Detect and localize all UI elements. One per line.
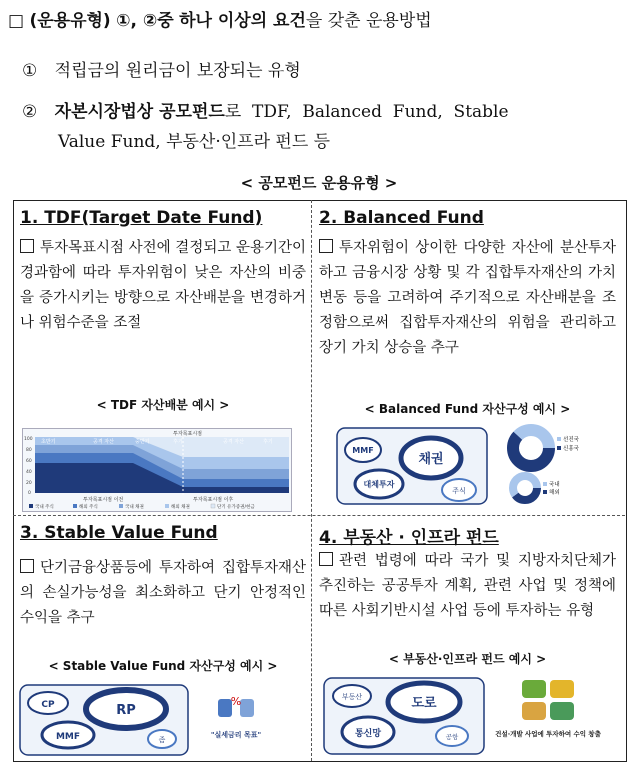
tdf-top-label: 투자목표시점 [173, 431, 202, 437]
rp-label: RP [116, 703, 136, 718]
item-1-text: 적립금의 원리금이 보장되는 유형 [54, 61, 301, 81]
header-tail: 을 갖춘 운용방법 [305, 11, 432, 31]
tdf-legend-5: 단기 유가증권/현금 [217, 505, 255, 510]
etc-label: 좀 [158, 736, 166, 744]
telecom-label: 통신망 [354, 729, 382, 739]
item-2-bold: 자본시장법상 공모펀드 [54, 102, 225, 122]
tdf-tick-100: 100 [24, 437, 33, 442]
grid-divider-horizontal [13, 515, 625, 516]
coin-icon [550, 702, 574, 720]
cell-2-body [319, 236, 616, 361]
item-2-marker: ② [22, 102, 38, 122]
grid-divider-vertical [311, 200, 312, 761]
tdf-legend-3: 국내 채권 [125, 505, 144, 510]
donut1-legend-1: 선진국 [563, 437, 579, 443]
cell-2-subtitle: < Balanced Fund 자산구성 예시 > [364, 402, 571, 416]
tdf-phase-1: 초반기 [41, 439, 56, 445]
cell-2-text: 투자위험이 상이한 다양한 자산에 분산투자하고 금융시장 상황 및 각 집합투자재산의 가치변동 등을 고려하여 주기적으로 자산배분을 조정함으로써 집합투자재산의 위험을 관리하고 장기 가치 상승을 추구 [319, 240, 616, 356]
item-1 [22, 56, 301, 81]
header-type: (운용유형) [29, 11, 111, 31]
tdf-tick-0: 0 [28, 491, 31, 496]
realestate-label: 부동산 [341, 693, 363, 701]
tdf-tick-40: 40 [26, 470, 32, 475]
tdf-legend-1: 국내 주식 [35, 505, 54, 510]
infra-caption: 건설·개발 사업에 투자하여 수익 창출 [495, 730, 601, 738]
stable-svg [18, 681, 290, 757]
cell-2-title: 2. Balanced Fund [319, 208, 484, 228]
tdf-tick-60: 60 [26, 459, 32, 464]
cell-4-title: 4. 부동산 · 인프라 펀드 [319, 528, 499, 548]
cell-3-body [20, 556, 306, 631]
tdf-tick-20: 20 [26, 481, 32, 486]
target-rate-label: "실세금리 목표" [210, 731, 262, 739]
item-2-rest: 로 TDF, Balanced Fund, Stable [224, 102, 509, 122]
header-line [8, 6, 432, 31]
building-icon [522, 680, 546, 698]
balanced-svg [335, 424, 597, 508]
tdf-glidepath-svg [23, 429, 291, 511]
mmf-label: MMF [55, 732, 81, 742]
cell-1-text: 투자목표시점 사전에 결정되고 운용기간이 경과함에 따라 투자위험이 낮은 자산의 비중을 증가시키는 방향으로 자산배분을 변경하거나 위험수준을 조절 [20, 240, 306, 331]
item-2-line2: Value Fund, 부동산·인프라 펀드 등 [58, 132, 331, 152]
balanced-fund-illustration [335, 424, 597, 508]
header-options: ①, ②중 [116, 11, 174, 31]
infra-svg [322, 674, 618, 758]
checkbox-square-icon [319, 239, 333, 253]
donut2-legend-1: 국내 [549, 482, 560, 488]
tdf-legend-2: 해외 주식 [79, 505, 98, 510]
tdf-legend-4: 해외 채권 [171, 505, 190, 510]
tdf-tick-80: 80 [26, 448, 32, 453]
cp-label: CP [41, 700, 55, 710]
cell-3-subtitle: < Stable Value Fund 자산구성 예시 > [48, 659, 278, 673]
cell-3-text: 단기금융상품등에 투자하여 집합투자재산의 손실가능성을 최소화하고 단기 안정적인 수익을 추구 [20, 560, 306, 626]
cell-4-text: 관련 법령에 따라 국가 및 지방자치단체가 추진하는 공공투자 계획, 관련 사업 및 정책에 따른 사회기반시설 사업 등에 투자하는 유형 [319, 553, 616, 619]
tdf-glidepath-chart [22, 428, 292, 512]
checkbox-square-icon: □ [8, 11, 25, 31]
header-requirement: 하나 이상의 요건 [179, 11, 306, 31]
stock-label: 주식 [452, 487, 466, 495]
item-2 [22, 97, 509, 122]
donut2-legend-2: 해외 [549, 490, 560, 496]
cell-3-title: 3. Stable Value Fund [20, 523, 218, 543]
mmf-label: MMF [352, 446, 374, 455]
cell-1-subtitle: < TDF 자산배분 예시 > [96, 398, 230, 412]
infra-fund-illustration [322, 674, 618, 758]
money-icon [522, 702, 546, 720]
section-title: < 공모펀드 운용유형 > [240, 174, 398, 192]
road-label: 도로 [411, 696, 437, 711]
tdf-phase-4: 후기 [173, 439, 183, 445]
airport-label: 공항 [445, 733, 459, 741]
cell-4-body [319, 549, 616, 624]
crane-icon [550, 680, 574, 698]
tdf-phase-2: 공격 자산 [93, 439, 114, 445]
alt-label: 대체투자 [363, 480, 395, 489]
checkbox-square-icon [20, 559, 34, 573]
donut1-legend-2: 신흥국 [563, 446, 579, 452]
bond-label: 채권 [418, 452, 444, 467]
hand-right-icon [240, 699, 254, 717]
checkbox-square-icon [319, 552, 333, 566]
stable-value-illustration [18, 681, 290, 757]
tdf-phase-5: 공격 자산 [223, 439, 244, 445]
checkbox-square-icon [20, 239, 34, 253]
tdf-phase-6: 후기 [263, 439, 273, 445]
item-1-marker: ① [22, 61, 38, 81]
tdf-axis-right: 투자목표시점 이후 [193, 497, 234, 503]
tdf-phase-3: 중반기 [135, 439, 150, 445]
cell-1-title: 1. TDF(Target Date Fund) [20, 208, 263, 228]
cell-4-subtitle: < 부동산·인프라 펀드 예시 > [388, 652, 547, 666]
cell-1-body [20, 236, 306, 336]
percent-icon: % [230, 695, 242, 708]
tdf-axis-left: 투자목표시점 이전 [83, 497, 124, 503]
